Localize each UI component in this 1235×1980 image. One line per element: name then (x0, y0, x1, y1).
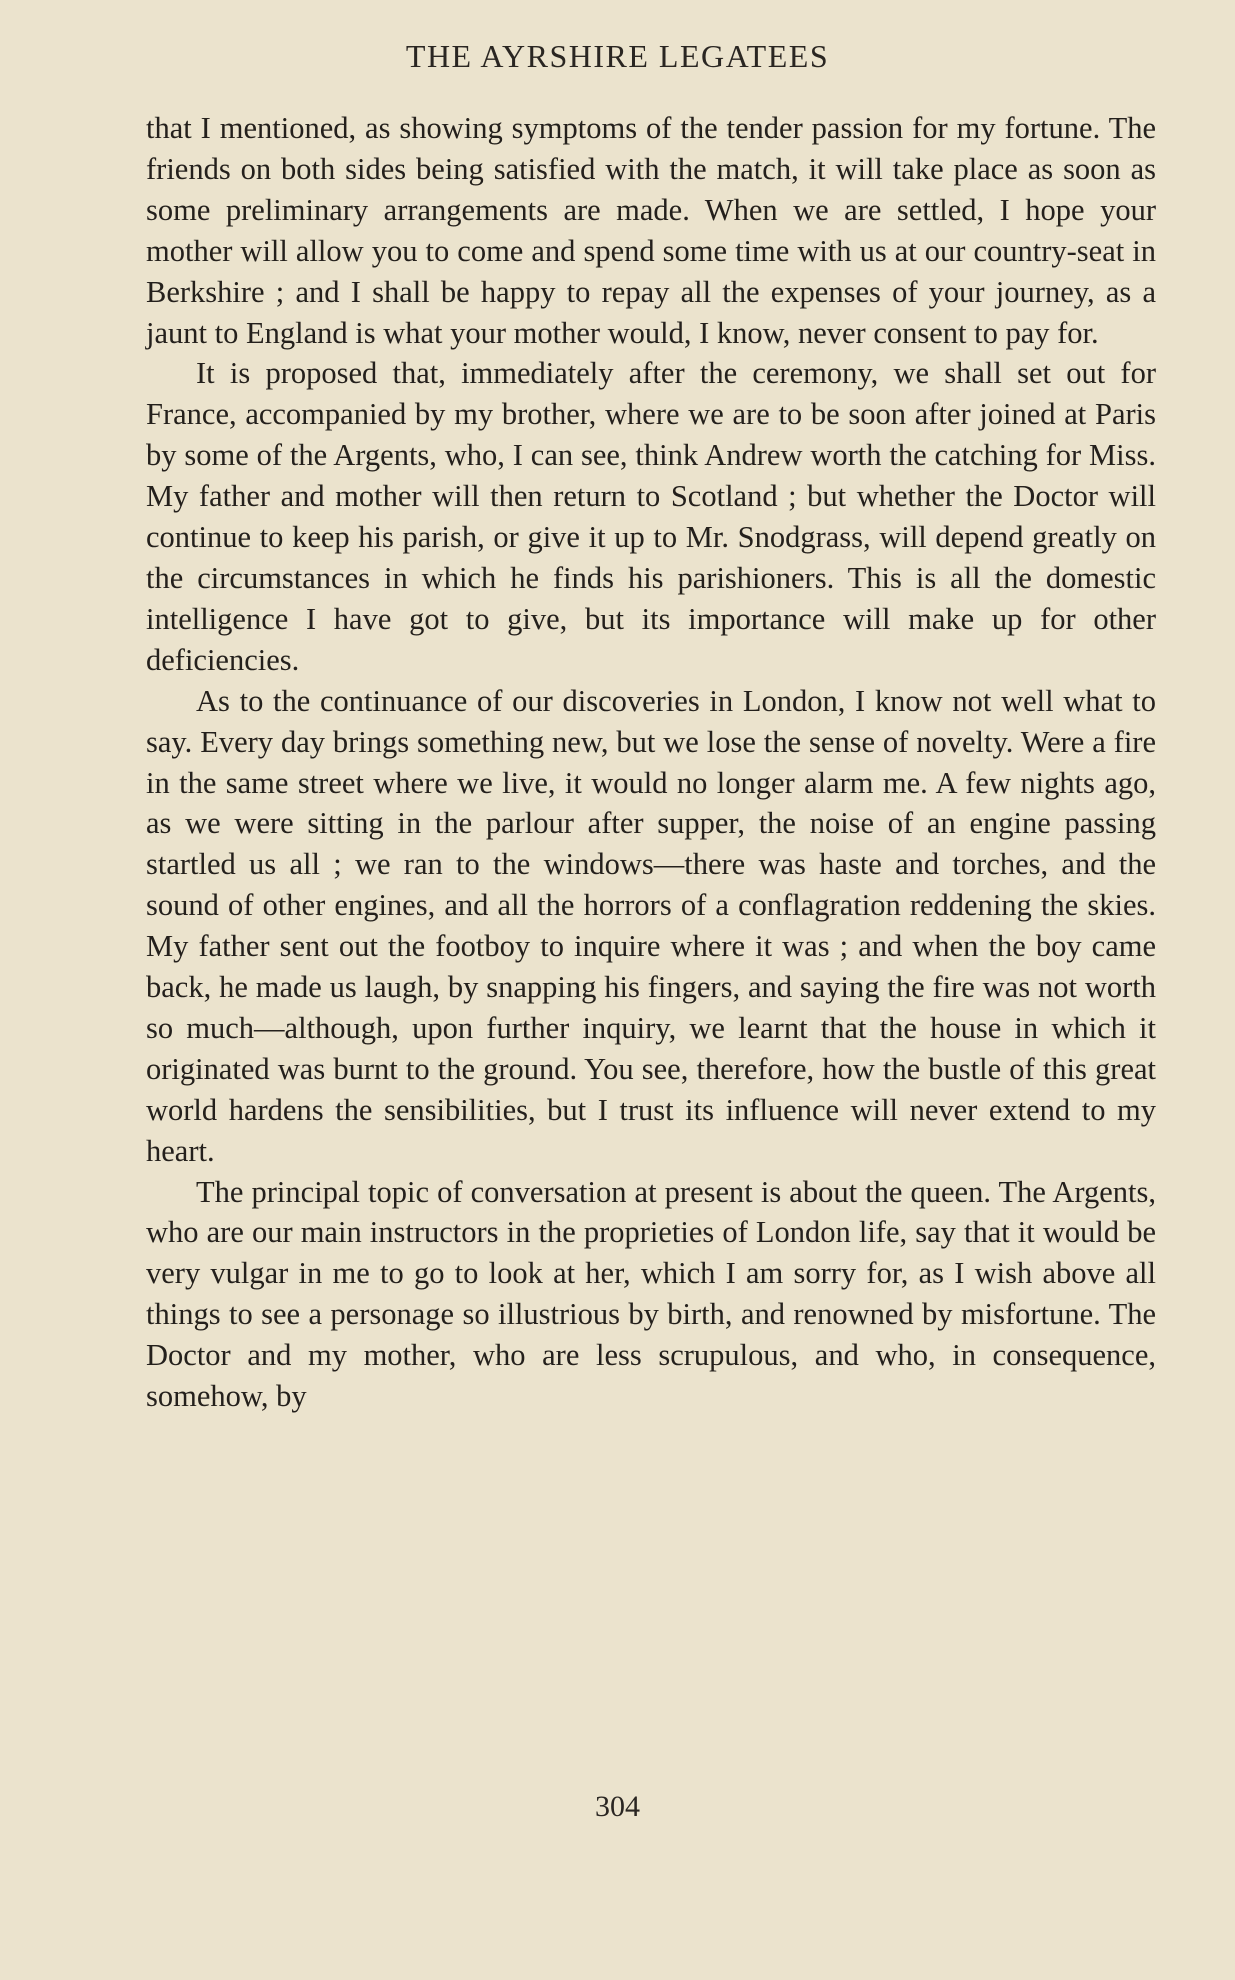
paragraph-3: As to the continuance of our discoveries in London, I know not well what to say. Every day brings something new, but we lose the sense of novelty. Were a fire in the same street where we live, it would no longer alarm me. A few nights ago, as we were sitting in the parlour after supper, the noise of an engine passing startled us all ; we ran to the windows—there was haste and torches, and the sound of other engines, and all the horrors of a conflagration reddening the skies. My father sent out the footboy to inquire where it was ; and when the boy came back, he made us laugh, by snapping his fingers, and saying the fire was not worth so much—although, upon further inquiry, we learnt that the house in which it originated was burnt to the ground. You see, therefore, how the bustle of this great world hardens the sensibilities, but I trust its influence will never extend to my heart. (146, 683, 1156, 1168)
page-number: 304 (595, 1790, 640, 1823)
paragraph-2: It is proposed that, immediately after the ceremony, we shall set out for France, accompanied by my brother, where we are to be soon after joined at Paris by some of the Argents, who, I can see, think Andrew worth the catching for Miss. My father and mother will then return to Scotland ; but whether the Doctor will continue to keep his parish, or give it up to Mr. Snodgrass, will depend greatly on the circumstances in which he finds his parishioners. This is all the domestic intelligence I have got to give, but its importance will make up for other deficiencies. (146, 356, 1156, 677)
paragraph-4: The principal topic of conversation at present is about the queen. The Argents, who are our main instructors in the proprieties of London life, say that it would be very vulgar in me to go to look at her, which I am sorry for, as I wish above all things to see a personage so illustrious by birth, and renowned by misfortune. The Doctor and my mother, who are less scrupulous, and who, in consequence, somehow, by (146, 1174, 1156, 1414)
paragraph-1: that I mentioned, as showing symptoms of the tender passion for my fortune. The friends on both sides being satisfied with the match, it will take place as soon as some preliminary arrangements are made. When we are settled, I hope your mother will allow you to come and spend some time with us at our country-seat in Berkshire ; and I shall be happy to repay all the expenses of your journey, as a jaunt to England is what your mother would, I know, never consent to pay for. (146, 111, 1156, 350)
running-title: THE AYRSHIRE LEGATEES (405, 38, 830, 74)
page-body (146, 108, 1156, 1417)
